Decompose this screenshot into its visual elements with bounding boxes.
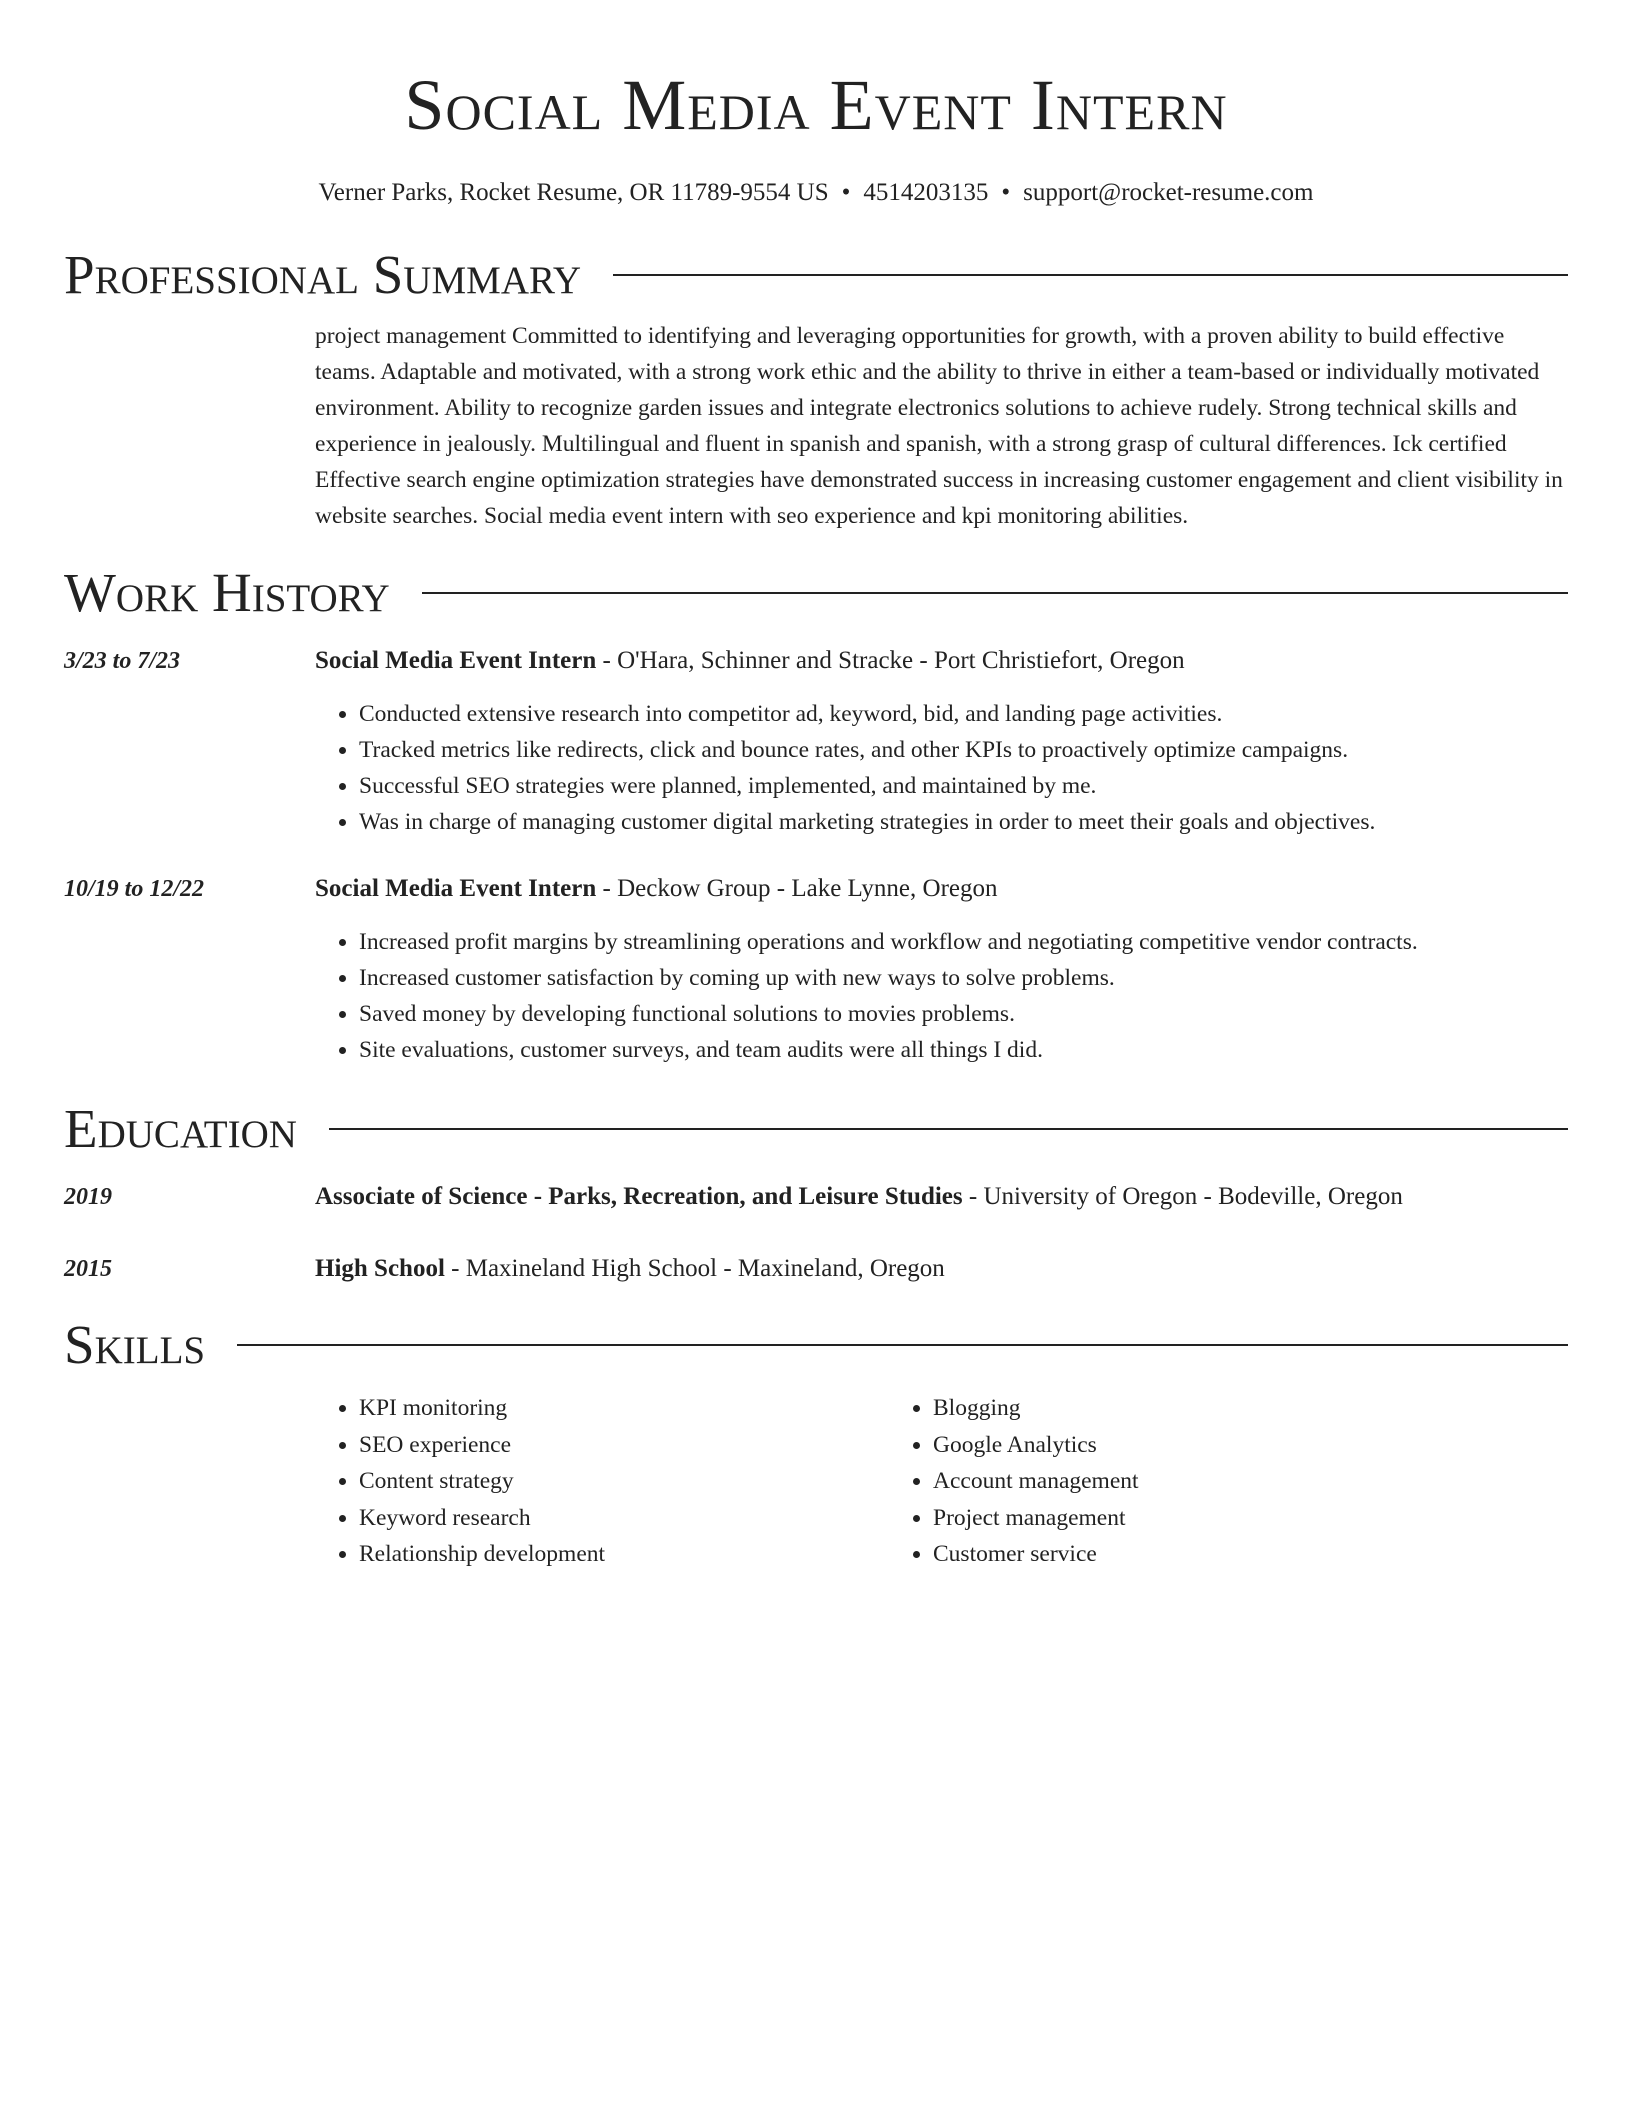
- job-bullets-row: [64, 906, 1568, 1068]
- job-bullet-list: [315, 924, 1568, 1068]
- job-dates: 3/23 to 7/23: [64, 648, 181, 674]
- skills-row: [64, 1376, 1568, 1573]
- contact-line: [64, 176, 1568, 210]
- list-item: • SEO experience: [359, 1427, 889, 1464]
- job-details: - O'Hara, Schinner and Stracke - Port Christiefort, Oregon: [596, 647, 1185, 674]
- list-item: • Keyword research: [359, 1500, 889, 1537]
- list-item: • KPI monitoring: [359, 1390, 889, 1427]
- contact-email: support@rocket-resume.com: [1023, 179, 1314, 206]
- education-section: [64, 1098, 1568, 1286]
- list-item: • Content strategy: [359, 1463, 889, 1500]
- section-title: Education: [64, 1098, 297, 1159]
- section-title: Work History: [64, 562, 390, 623]
- section-title: Skills: [64, 1314, 206, 1375]
- education-entry: [64, 1180, 1568, 1214]
- section-header: [64, 244, 1568, 306]
- job-details: - Deckow Group - Lake Lynne, Oregon: [596, 875, 998, 902]
- contact-separator: •: [1001, 179, 1011, 206]
- list-item: • Conducted extensive research into competitor ad, keyword, bid, and landing page activities.: [359, 696, 1568, 732]
- education-details: - University of Oregon - Bodeville, Oregon: [962, 1183, 1403, 1210]
- section-header: [64, 1314, 1568, 1376]
- education-degree: Associate of Science - Parks, Recreation, and Leisure Studies: [315, 1183, 963, 1210]
- education-details: - Maxineland High School - Maxineland, Oregon: [444, 1255, 945, 1282]
- job-role: Social Media Event Intern: [315, 647, 597, 674]
- education-year: 2015: [64, 1256, 112, 1282]
- list-item: • Saved money by developing functional solutions to movies problems.: [359, 996, 1568, 1032]
- education-entry: [64, 1252, 1568, 1286]
- skills-list-left: [315, 1390, 889, 1573]
- list-item: • Blogging: [933, 1390, 1463, 1427]
- list-item: • Relationship development: [359, 1536, 889, 1573]
- contact-address: Verner Parks, Rocket Resume, OR 11789-9554 US: [318, 179, 829, 206]
- list-item: • Increased customer satisfaction by coming up with new ways to solve problems.: [359, 960, 1568, 996]
- list-item: • Increased profit margins by streamlining operations and workflow and negotiating competitive vendor contracts.: [359, 924, 1568, 960]
- job-entry: [64, 644, 1568, 840]
- list-item: • Account management: [933, 1463, 1463, 1500]
- job-title-line: [315, 644, 1568, 678]
- education-degree: High School: [315, 1255, 445, 1282]
- education-line: [315, 1252, 1568, 1286]
- contact-phone: 4514203135: [863, 179, 989, 206]
- summary-section: [64, 244, 1568, 534]
- section-divider: [329, 1128, 1568, 1130]
- education-year: 2019: [64, 1184, 112, 1210]
- section-divider: [613, 274, 1568, 276]
- left-column-spacer: [64, 1376, 315, 1573]
- left-column-spacer: [64, 306, 315, 534]
- left-column-spacer: [64, 678, 315, 840]
- list-item: • Was in charge of managing customer digital marketing strategies in order to meet their goals and objectives.: [359, 804, 1568, 840]
- section-divider: [237, 1344, 1568, 1346]
- section-divider: [422, 592, 1568, 594]
- contact-separator: •: [841, 179, 851, 206]
- section-title: Professional Summary: [64, 244, 582, 305]
- job-bullets-row: [64, 678, 1568, 840]
- left-column-spacer: [64, 906, 315, 1068]
- work-section: [64, 562, 1568, 1068]
- summary-text: project management Committed to identifying and leveraging opportunities for growth, with a proven ability to build effective teams. Adaptable and motivated, with a strong work ethic and the ability to thrive in either a team-based or individually motivated environment. Ability to recognize garden issues and integrate electronics solutions to achieve rudely. Strong technical skills and experience in jealously. Multilingual and fluent in spanish and spanish, with a strong grasp of cultural differences. Ick certified Effective search engine optimization strategies have demonstrated success in increasing customer engagement and client visibility in website searches. Social media event intern with seo experience and kpi monitoring abilities.: [315, 323, 1563, 529]
- job-dates: 10/19 to 12/22: [64, 876, 205, 902]
- summary-row: [64, 306, 1568, 534]
- job-bullet-list: [315, 696, 1568, 840]
- list-item: • Site evaluations, customer surveys, and team audits were all things I did.: [359, 1032, 1568, 1068]
- list-item: • Tracked metrics like redirects, click and bounce rates, and other KPIs to proactively optimize campaigns.: [359, 732, 1568, 768]
- skills-section: [64, 1314, 1568, 1573]
- education-line: [315, 1180, 1568, 1214]
- job-entry: [64, 872, 1568, 1068]
- skills-list-right: [889, 1390, 1463, 1573]
- job-header-row: [64, 644, 1568, 678]
- section-header: [64, 562, 1568, 624]
- job-header-row: [64, 872, 1568, 906]
- resume-name: Social Media Event Intern: [404, 65, 1228, 145]
- list-item: • Project management: [933, 1500, 1463, 1537]
- job-title-line: [315, 872, 1568, 906]
- job-role: Social Media Event Intern: [315, 875, 597, 902]
- list-item: • Customer service: [933, 1536, 1463, 1573]
- list-item: • Google Analytics: [933, 1427, 1463, 1464]
- section-header: [64, 1098, 1568, 1160]
- skills-columns: [315, 1390, 1568, 1573]
- list-item: • Successful SEO strategies were planned, implemented, and maintained by me.: [359, 768, 1568, 804]
